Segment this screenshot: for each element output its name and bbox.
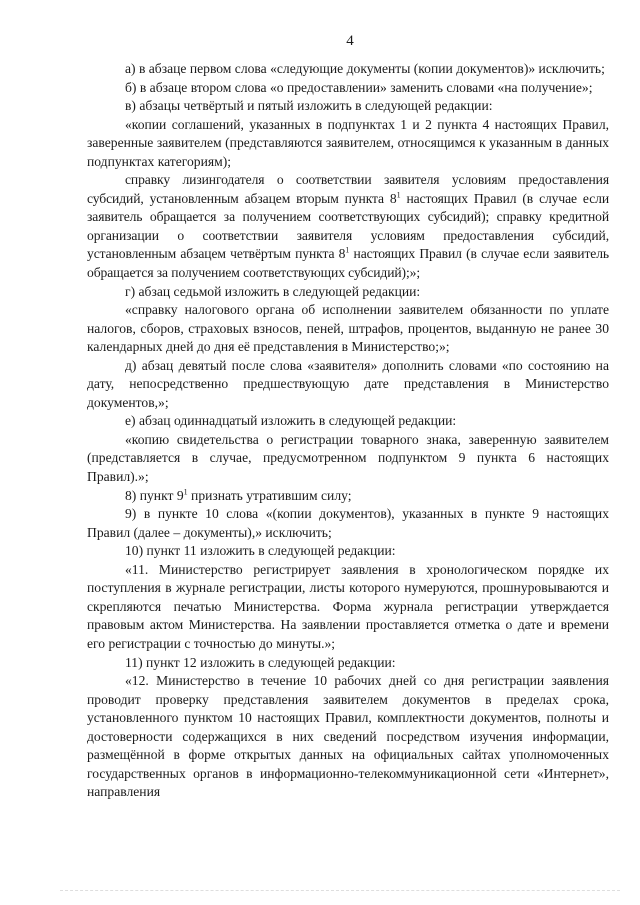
superscript-one: 1 (183, 487, 188, 497)
paragraph-item-9: 9) в пункте 10 слова «(копии документов), указанных в пункте 9 настоящих Правил (далее – документы),» исключить; (87, 506, 609, 540)
paragraph-item-11: 11) пункт 12 изложить в следующей редакции: (125, 654, 396, 670)
paragraph-tax-certificate: «справку налогового органа об исполнении заявителем обязанности по уплате налогов, сборов, страховых взносов, пеней, штрафов, процентов, выданную не ранее 30 календарных дней до дня её представления в Министерство;»; (87, 302, 609, 355)
paragraph-point-11-text: «11. Министерство регистрирует заявления в хронологическом порядке их поступления в журнале регистрации, листы которого нумеруются, прошнуровываются и скрепляются печатью Министерства. Форма журнала регистрации утверждается правовым актом Министерства. На заявлении проставляется отметка о дате и времени его регистрации с точностью до минуты.»; (87, 561, 609, 651)
paragraph-point-12-text: «12. Министерство в течение 10 рабочих дней со дня регистрации заявления проводит проверку представления заявителем документов в пределах срока, установленного пунктом 10 настоящих Правил, комплектности документов, полноты и достоверности содержащихся в них сведений посредством изучения информации, размещённой в форме открытых данных на официальных сайтах уполномоченных государственных органов в информационно-телекоммуникационной сети «Интернет», направления (87, 673, 609, 800)
paragraph-trademark-certificate: «копию свидетельства о регистрации товарного знака, заверенную заявителем (представляется в случае, предусмотренном подпунктом 9 пункта 6 настоящих Правил).»; (87, 431, 609, 485)
paragraph-d-ninth-abzac: д) абзац девятый после слова «заявителя» дополнить словами «по состоянию на дату, непосредственно предшествующую дате представления в Министерство документов,»; (87, 357, 609, 410)
paragraph-b-second-abzac: б) в абзаце втором слова «о предоставлении» заменить словами «на получение»; (125, 79, 593, 95)
paragraph-g-intro: г) абзац седьмой изложить в следующей редакции: (125, 283, 421, 299)
paragraph-item-8: 8) пункт $9^1$ признать утратившим силу; (125, 487, 352, 503)
document-body (87, 60, 609, 802)
superscript-one: 1 (396, 190, 401, 200)
paragraph-v-intro: в) абзацы четвёртый и пятый изложить в следующей редакции: (125, 98, 493, 114)
paragraph-agreements-copies: «копии соглашений, указанных в подпунктах 1 и 2 пункта 4 настоящих Правил, заверенные заявителем (представляются заявителем, относящимся к указанным в данных подпунктах категориям); (87, 116, 609, 169)
paragraph-e-intro: е) абзац одиннадцатый изложить в следующей редакции: (125, 413, 457, 429)
scan-edge-marks (60, 890, 620, 897)
paragraph-item-10: 10) пункт 11 изложить в следующей редакции: (125, 543, 396, 559)
paragraph-a-first-abzac: а) в абзаце первом слова «следующие документы (копии документов)» исключить; (125, 61, 605, 76)
page-number: 4 (346, 33, 354, 49)
paragraph-lessor-certificate: справку лизингодателя о соответствии заявителя условиям предоставления субсидий, установленным абзацем вторым пункта $8^1$ настоящих Правил (в случае если заявитель обращается за получением соответствующих субсидий); справку кредитной организации о соответствии заявителя условиям предоставления субсидий, установленным абзацем четвёртым пункта $8^1$ настоящих Правил (в случае если заявитель обращается за получением соответствующих субсидий);»; (87, 172, 610, 281)
superscript-one: 1 (345, 245, 350, 255)
